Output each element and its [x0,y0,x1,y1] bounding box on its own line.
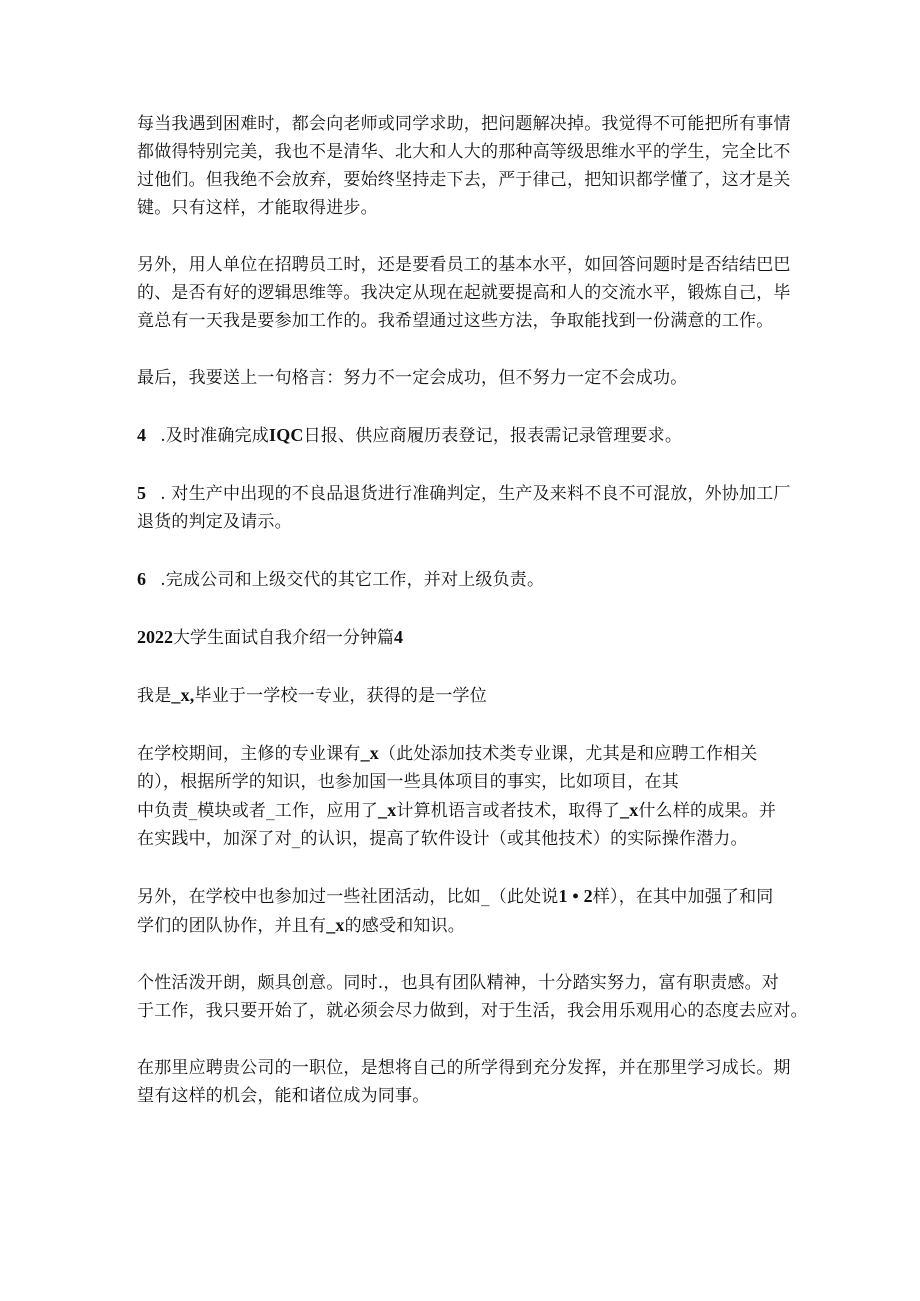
text-line: 的、是否有好的逻辑思维等。我决定从现在起就要提高和人的交流水平，锻炼自己，毕 [137,283,791,303]
text-line [137,421,787,450]
item-text-bold: IQC [269,425,304,445]
text-fragment: （此处添加技术类专业课，尤其是和应聘工作相关 [379,744,758,764]
text-line [137,882,787,911]
heading-year: 2022 [137,627,173,647]
paragraph-difficulty [137,110,791,222]
text-line [137,739,787,768]
list-item-5 [137,479,791,536]
text-line: 望有这样的机会，能和诸位成为同事。 [137,1086,430,1106]
text-line: 每当我遇到困难时，都会向老师或同学求助，把问题解决掉。我觉得不可能把所有事情 [137,114,791,134]
text-line: 另外，用人单位在招聘员工时，还是要看员工的基本水平，如回答问题时是否结结巴巴 [137,255,791,275]
paragraph-personality [137,969,808,1025]
text-fragment-bold: _x [620,800,639,820]
paragraph-school [137,739,787,853]
text-line: 个性活泼开朗，颇具创意。同时.，也具有团队精神，十分踏实努力，富有职责感。对 [137,973,780,993]
section-heading [137,623,787,652]
text-line [137,796,787,825]
text-line: 最后，我要送上一句格言：努力不一定会成功，但不努力一定不会成功。 [137,368,688,388]
text-line: 键。只有这样，才能取得进步。 [137,198,378,218]
text-line: 过他们。但我绝不会放弃，要始终坚持走下去，严于律己，把知识都学懂了，这才是关 [137,170,791,190]
text-line: 在实践中，加深了对_的认识，提高了软件设计（或其他技术）的实际操作潜力。 [137,829,748,849]
text-fragment: 在学校期间，主修的专业课有 [137,744,361,764]
text-line: 在那里应聘贵公司的一职位，是想将自己的所学得到充分发挥，并在那里学习成长。期 [137,1058,791,1078]
text-line [137,565,787,594]
item-number: 6 [137,569,147,589]
text-fragment-bold: _x, [171,685,195,705]
item-text: . 对生产中出现的不良品退货进行准确判定，生产及来料不良不可混放，外协加工厂 [160,484,791,504]
paragraph-motto [137,364,787,392]
item-number: 4 [137,425,147,445]
item-text-pre: .及时准确完成 [160,426,270,446]
document-body [137,110,808,1139]
text-fragment: 的感受和知识。 [344,916,466,936]
text-line [137,911,787,940]
item-text: .完成公司和上级交代的其它工作，并对上级负责。 [160,570,545,590]
list-item-4 [137,421,787,450]
paragraph-intro [137,681,787,710]
list-item-6 [137,565,787,594]
text-fragment: 毕业于一学校一专业，获得的是一学位 [194,686,487,706]
text-line: 都做得特别完美，我也不是清华、北大和人大的那种高等级思维水平的学生，完全比不 [137,142,791,162]
text-fragment: 计算机语言或者技术，取得了 [396,801,621,821]
item-text-post: 日报、供应商履历表登记，报表需记录管理要求。 [303,426,683,446]
text-fragment: 中负责_模块或者_工作，应用了 [137,801,378,821]
paragraph-closing [137,1054,791,1110]
paragraph-employer [137,251,791,335]
text-fragment-bold: _x [326,915,345,935]
paragraph-club [137,882,787,940]
heading-number: 4 [394,627,403,647]
text-fragment-bold: 1 • 2 [558,886,593,906]
text-fragment-bold: _x [378,800,397,820]
text-line: 退货的判定及请示。 [137,512,292,532]
text-fragment: 学们的团队协作，并且有 [137,916,327,936]
text-line: 于工作，我只要开始了，就必须会尽力做到，对于生活，我会用乐观用心的态度去应对。 [137,1001,808,1021]
heading-text: 大学生面试自我介绍一分钟篇 [173,628,394,648]
text-line [137,681,787,710]
text-line [137,479,791,508]
text-fragment: 样），在其中加强了和同 [592,887,774,907]
text-fragment: 什么样的成果。并 [638,801,777,821]
text-fragment: 另外，在学校中也参加过一些社团活动，比如_（此处说 [137,887,559,907]
text-fragment-bold: _x [360,743,380,763]
text-line: 竟总有一天我是要参加工作的。我希望通过这些方法，争取能找到一份满意的工作。 [137,311,774,331]
item-number: 5 [137,483,147,503]
text-line: 的），根据所学的知识，也参加国一些具体项目的事实，比如项目，在其 [137,772,679,792]
text-fragment: 我是 [137,686,172,706]
